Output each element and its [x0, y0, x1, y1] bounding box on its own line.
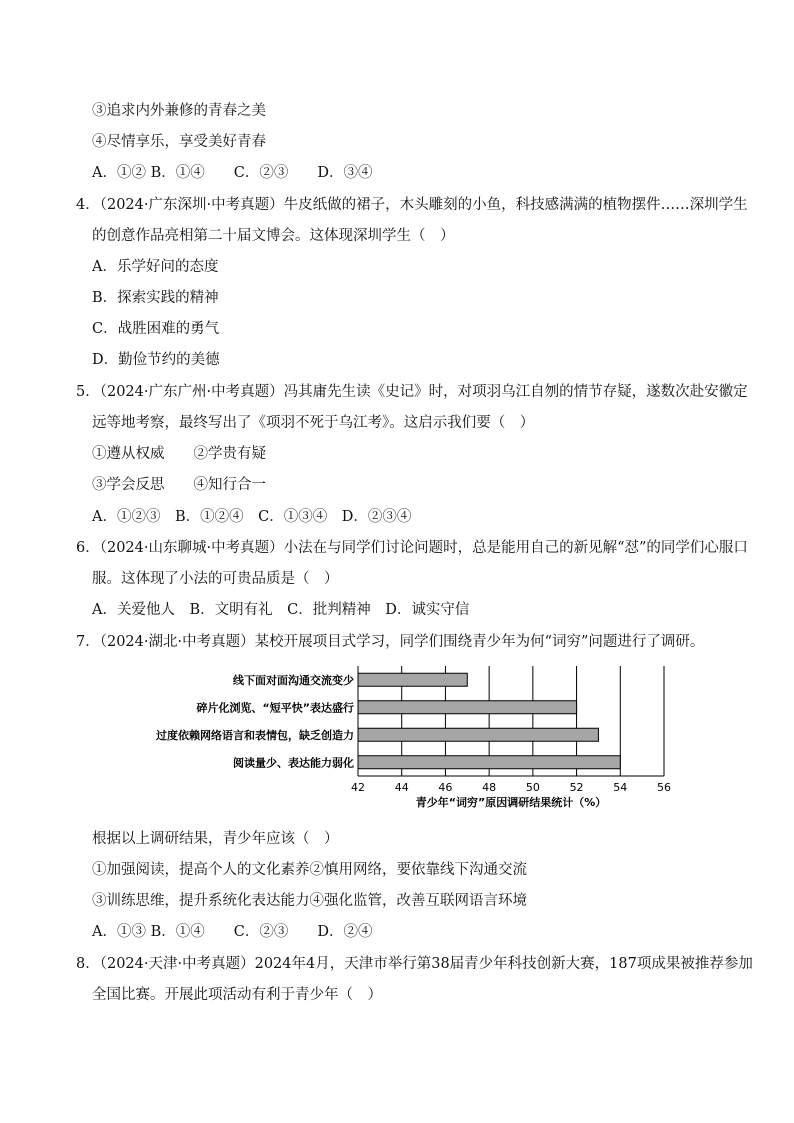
q7-options-3-4: ③训练思维，提升系统化表达能力④强化监管，改善互联网语言环境 [92, 893, 527, 909]
question-6-stem: 6．（2024·山东聊城·中考真题）小法在与同学们讨论问题时，总是能用自己的新见解“怼”的同学们心服口 [76, 540, 748, 556]
q5-options-3-4: ③学会反思 ④知行合一 [92, 477, 266, 493]
question-5-stem: 5．（2024·广东广州·中考真题）冯其庸先生读《史记》时，对项羽乌江自刎的情节存疑，遂数次赴安徽定 [76, 384, 748, 400]
category-label-1: 碎片化浏览、“短平快”表达盛行 [196, 701, 354, 715]
q4-choice-a: A．乐学好问的态度 [92, 259, 219, 275]
tick-label-3: 48 [482, 781, 497, 794]
q7-options-1-2: ①加强阅读，提高个人的文化素养②慎用网络，要依靠线下沟通交流 [92, 862, 527, 878]
tick-label-2: 46 [438, 781, 453, 794]
bar-1 [358, 701, 577, 714]
question-8-stem: 8．（2024·天津·中考真题）2024年4月，天津市举行第38届青少年科技创新大赛，187项成果被推荐参加 [76, 956, 753, 972]
q7-answer-choices: A．①③ B．①④ C．②③ D．②④ [92, 924, 373, 940]
q5-answer-choices: A．①②③ B．①②④ C．①③④ D．②③④ [92, 509, 412, 525]
category-label-3: 阅读量少、表达能力弱化 [233, 756, 354, 770]
tick-label-4: 50 [525, 781, 540, 794]
category-label-2: 过度依赖网络语言和表情包，缺乏创造力 [156, 728, 354, 742]
bar-chart-svg [156, 662, 690, 812]
option-3-q3: ③追求内外兼修的青春之美 [92, 103, 266, 119]
q4-choice-c: C．战胜困难的勇气 [92, 321, 220, 337]
question-8-stem-cont: 全国比赛。开展此项活动有利于青少年（ ） [92, 987, 382, 1003]
question-7-prompt: 根据以上调研结果，青少年应该（ ） [92, 831, 339, 847]
bar-0 [358, 673, 467, 686]
category-label-0: 线下面对面沟通交流变少 [233, 673, 354, 687]
q5-options-1-2: ①遵从权威 ②学贵有疑 [92, 446, 266, 462]
question-5-stem-cont: 远等地考察，最终写出了《项羽不死于乌江考》。这启示我们要（ ） [92, 415, 535, 431]
tick-label-5: 52 [569, 781, 584, 794]
question-6-stem-cont: 服。这体现了小法的可贵品质是（ ） [92, 571, 339, 587]
x-axis-title: 青少年“词穷”原因调研结果统计（%） [415, 796, 607, 809]
survey-bar-chart [156, 662, 690, 812]
bar-2 [358, 728, 598, 741]
answer-choices-q3: A．①② B．①④ C．②③ D．③④ [92, 165, 373, 181]
tick-label-1: 44 [394, 781, 409, 794]
tick-label-6: 54 [613, 781, 628, 794]
option-4-q3: ④尽情享乐，享受美好青春 [92, 134, 266, 150]
q4-choice-b: B．探索实践的精神 [92, 290, 219, 306]
tick-label-7: 56 [657, 781, 671, 794]
question-7-stem: 7．（2024·湖北·中考真题）某校开展项目式学习，同学们围绕青少年为何“词穷”问题进行了调研。 [76, 634, 705, 650]
q4-choice-d: D．勤俭节约的美德 [92, 352, 220, 368]
question-4-stem-cont: 的创意作品亮相第二十届文博会。这体现深圳学生（ ） [92, 228, 455, 244]
q6-answer-choices: A．关爱他人 B．文明有礼 C．批判精神 D．诚实守信 [92, 602, 470, 618]
tick-label-0: 42 [351, 781, 365, 794]
bar-3 [358, 756, 620, 769]
question-4-stem: 4．（2024·广东深圳·中考真题）牛皮纸做的裙子，木头雕刻的小鱼，科技感满满的植物摆件……深圳学生 [76, 197, 748, 213]
